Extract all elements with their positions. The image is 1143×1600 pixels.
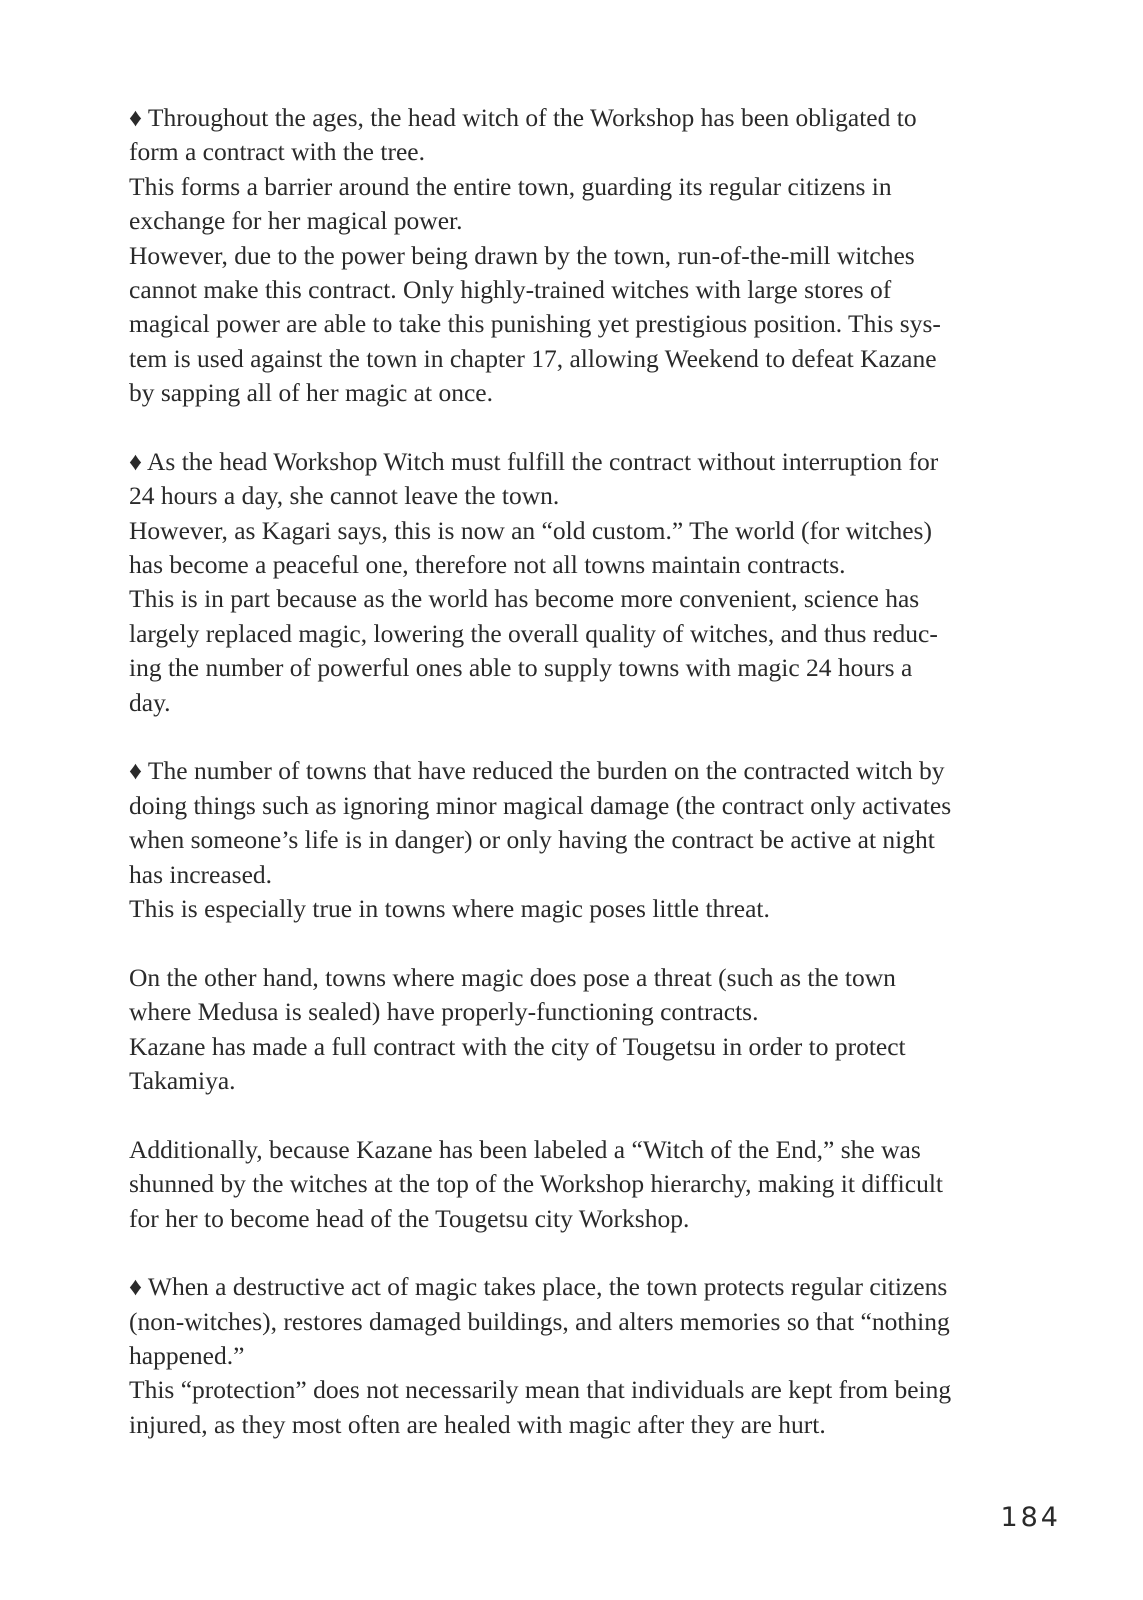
text-line: This is in part because as the world has become more convenient, science has — [129, 584, 920, 614]
text-line: for her to become head of the Tougetsu city Workshop. — [129, 1203, 690, 1233]
paragraph-gap — [129, 411, 1069, 445]
text-line: ♦ Throughout the ages, the head witch of the Workshop has been obligated to — [129, 103, 917, 132]
text-line: ♦ When a destructive act of magic takes place, the town protects regular citizens — [129, 1272, 948, 1302]
text-line: This “protection” does not necessarily mean that individuals are kept from being — [129, 1375, 952, 1405]
text-line: day. — [129, 687, 171, 717]
text-line: This forms a barrier around the entire town, guarding its regular citizens in — [129, 171, 892, 201]
text-line: exchange for her magical power. — [129, 206, 463, 236]
body-text — [129, 101, 1069, 1442]
text-line: ing the number of powerful ones able to supply towns with magic 24 hours a — [129, 653, 913, 683]
text-line: 24 hours a day, she cannot leave the town. — [129, 481, 560, 511]
text-line: Takamiya. — [129, 1065, 236, 1095]
paragraph-gap — [129, 720, 1069, 754]
paragraph-gap — [129, 1236, 1069, 1270]
text-line: largely replaced magic, lowering the overall quality of witches, and thus reduc- — [129, 618, 938, 648]
text-line: has increased. — [129, 859, 273, 889]
paragraph-threat-towns — [129, 961, 1069, 1099]
text-line: form a contract with the tree. — [129, 137, 425, 167]
text-line: happened.” — [129, 1341, 245, 1371]
text-line: when someone’s life is in danger) or only having the contract be active at night — [129, 825, 935, 855]
paragraph-destructive-magic — [129, 1270, 1069, 1442]
text-line: has become a peaceful one, therefore not all towns maintain contracts. — [129, 550, 846, 580]
text-line: injured, as they most often are healed with magic after they are hurt. — [129, 1409, 826, 1439]
text-line: (non-witches), restores damaged buildings, and alters memories so that “nothing — [129, 1306, 950, 1336]
text-line: doing things such as ignoring minor magical damage (the contract only activates — [129, 790, 952, 820]
text-line: tem is used against the town in chapter 17, allowing Weekend to defeat Kazane — [129, 343, 937, 373]
paragraph-head-witch-contract — [129, 101, 1069, 411]
text-line: cannot make this contract. Only highly-trained witches with large stores of — [129, 274, 892, 304]
text-line: magical power are able to take this punishing yet prestigious position. This sys- — [129, 309, 941, 339]
paragraph-24-hours — [129, 445, 1069, 720]
text-line: ♦ As the head Workshop Witch must fulfill the contract without interruption for — [129, 446, 939, 476]
page-number: 184 — [1000, 1502, 1061, 1533]
text-line: where Medusa is sealed) have properly-functioning contracts. — [129, 997, 759, 1027]
text-line: Kazane has made a full contract with the city of Tougetsu in order to protect — [129, 1031, 906, 1061]
text-line: ♦ The number of towns that have reduced the burden on the contracted witch by — [129, 756, 945, 786]
text-line: On the other hand, towns where magic does pose a threat (such as the town — [129, 962, 896, 992]
paragraph-gap — [129, 1098, 1069, 1132]
paragraph-reduced-burden — [129, 754, 1069, 926]
text-line: However, as Kagari says, this is now an “old custom.” The world (for witches) — [129, 515, 932, 545]
text-line: Additionally, because Kazane has been labeled a “Witch of the End,” she was — [129, 1134, 921, 1164]
paragraph-witch-of-the-end — [129, 1133, 1069, 1236]
text-line: This is especially true in towns where magic poses little threat. — [129, 893, 770, 923]
text-line: However, due to the power being drawn by the town, run-of-the-mill witches — [129, 240, 915, 270]
paragraph-gap — [129, 926, 1069, 960]
text-line: shunned by the witches at the top of the Workshop hierarchy, making it difficult — [129, 1169, 944, 1199]
text-line: by sapping all of her magic at once. — [129, 378, 493, 408]
